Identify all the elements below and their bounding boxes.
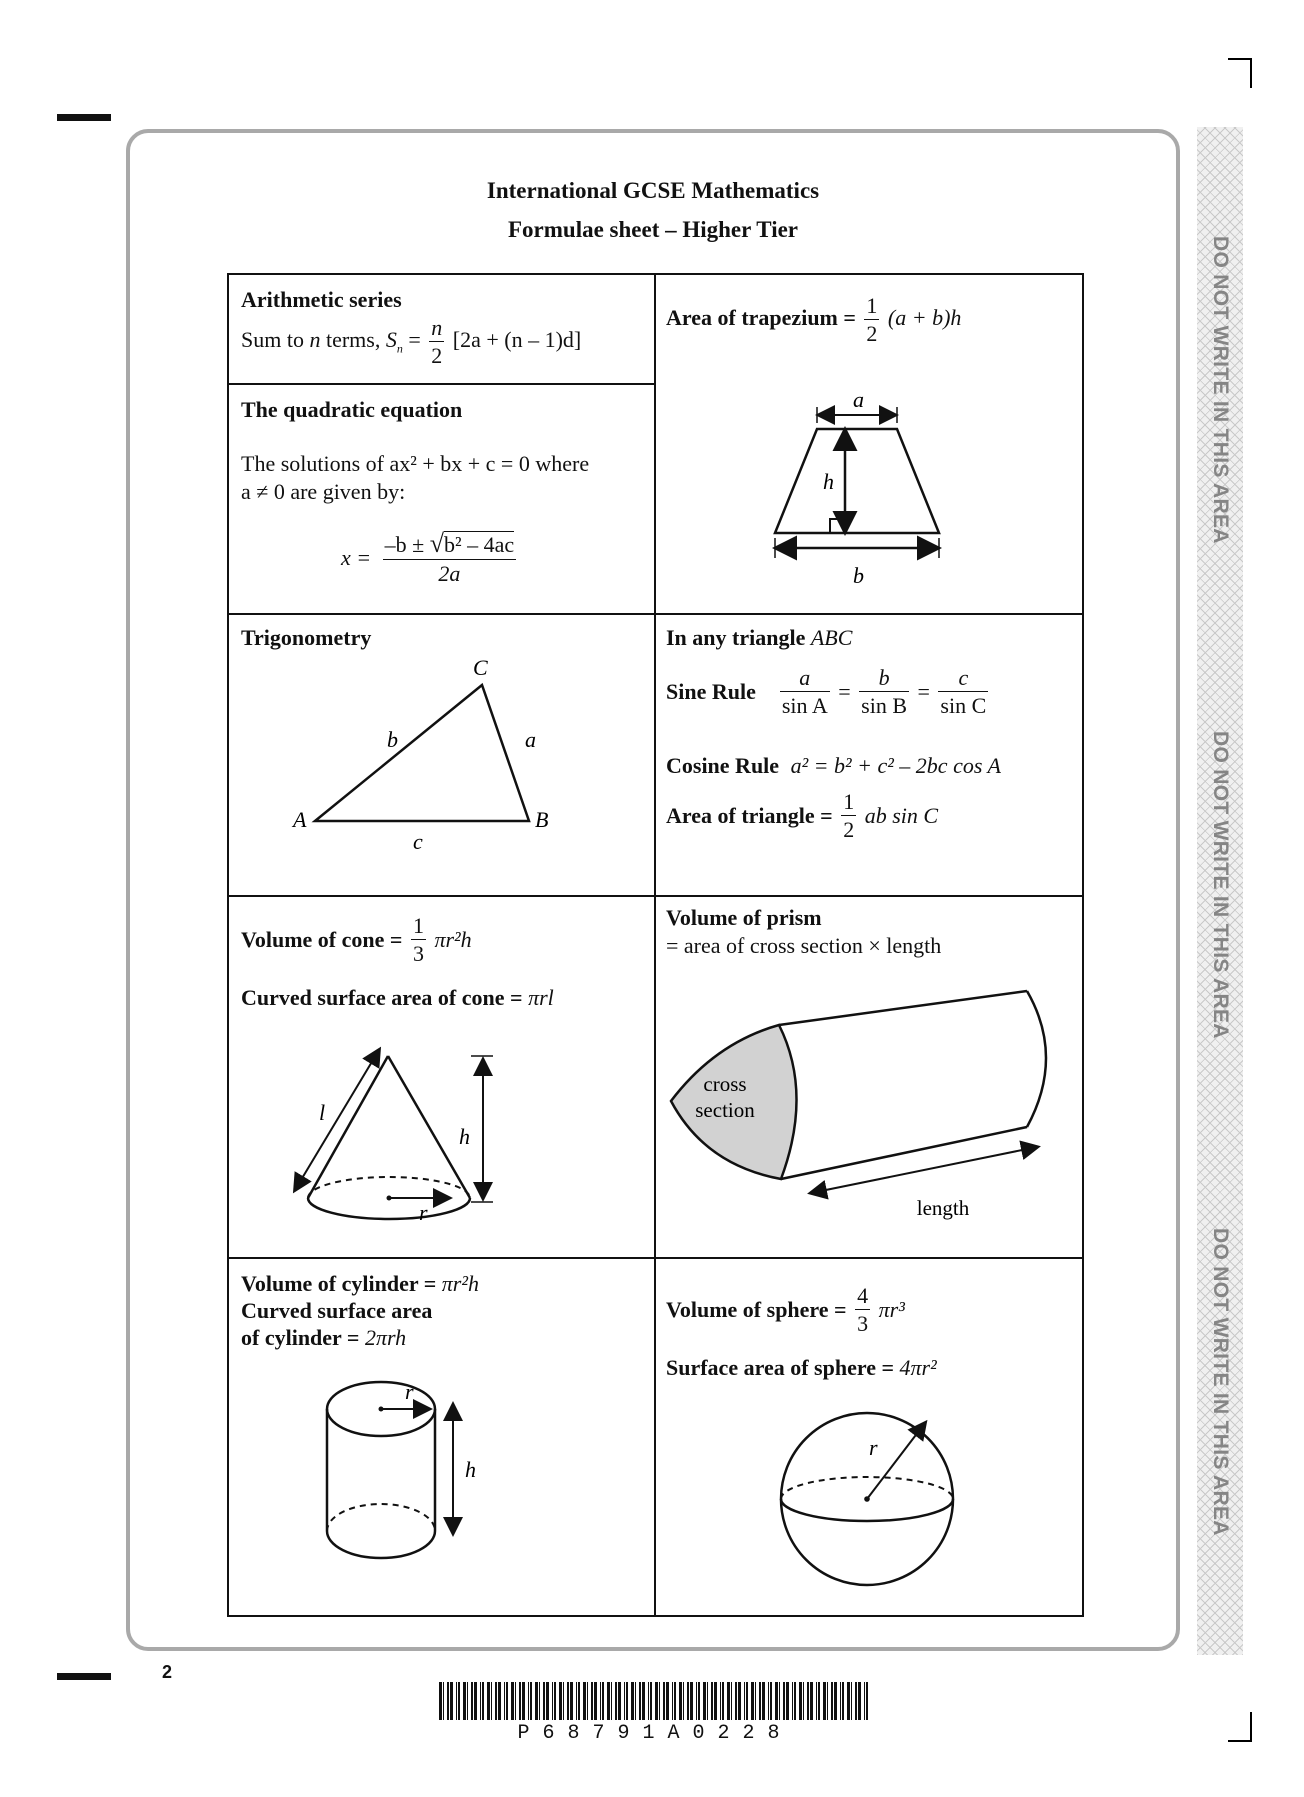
barcode-stripe <box>447 1682 449 1720</box>
prism-length-arrow <box>811 1147 1037 1193</box>
barcode-stripe <box>847 1682 850 1720</box>
barcode-stripe <box>642 1682 645 1720</box>
grid-hline-3 <box>229 895 1082 897</box>
sphere-equator-back <box>781 1477 953 1499</box>
n-over-2: $\frac{n}{2}$ <box>431 315 443 368</box>
barcode-stripe <box>755 1682 756 1720</box>
barcode-stripe <box>674 1682 676 1720</box>
barcode-stripe <box>714 1682 717 1720</box>
prism-cross-label-2: section <box>695 1098 755 1122</box>
barcode-stripe <box>803 1682 804 1720</box>
barcode-stripe <box>683 1682 684 1720</box>
barcode-stripe <box>615 1682 617 1720</box>
barcode-stripe <box>559 1682 562 1720</box>
barcode-stripe <box>744 1682 745 1720</box>
trigonometry-title: Trigonometry <box>241 625 372 650</box>
crop-mark-top-right-h <box>1228 58 1252 60</box>
barcode-stripe <box>672 1682 673 1720</box>
barcode-stripe <box>807 1682 809 1720</box>
barcode-stripe <box>786 1682 789 1720</box>
barcode-stripe <box>703 1682 706 1720</box>
cosine-rule: Cosine Rule a² = b² + c² – 2bc cos A <box>666 753 1001 778</box>
margin-warning-1: DO NOT WRITE IN THIS AREA <box>1209 236 1232 544</box>
barcode-stripe <box>687 1682 689 1720</box>
barcode-stripe <box>738 1682 741 1720</box>
barcode-stripe <box>842 1682 844 1720</box>
barcode-stripe <box>570 1682 573 1720</box>
n-var: n <box>309 327 321 353</box>
cone-side-left <box>308 1056 388 1198</box>
prism-far-face <box>1027 991 1046 1127</box>
barcode-stripe <box>727 1682 730 1720</box>
triangle-abc-shape <box>315 685 529 821</box>
barcode-stripe <box>491 1682 492 1720</box>
terms-label: terms, <box>325 327 381 353</box>
prism-bottom-edge <box>781 1127 1027 1179</box>
barcode-stripe <box>594 1682 597 1720</box>
equals-sign: = <box>408 327 421 353</box>
barcode-stripe <box>816 1682 817 1720</box>
barcode-stripe <box>578 1682 580 1720</box>
barcode-stripe <box>495 1682 497 1720</box>
barcode-stripe <box>751 1682 754 1720</box>
sphere-equator-front <box>781 1499 953 1521</box>
side-c-label: c <box>413 829 423 854</box>
cylinder-base-back <box>327 1504 435 1531</box>
prism-title: Volume of prism <box>666 905 822 930</box>
barcode-stripe <box>498 1682 501 1720</box>
barcode-stripe <box>480 1682 481 1720</box>
barcode-stripe <box>463 1682 466 1720</box>
barcode-stripe <box>779 1682 780 1720</box>
grid-hline-2 <box>229 613 1082 615</box>
quadratic-line1: The solutions of ax² + bx + c = 0 where <box>241 451 590 476</box>
barcode-stripe <box>528 1682 529 1720</box>
cylinder-curved-line1: Curved surface area <box>241 1298 433 1323</box>
cylinder-label-r: r <box>405 1379 414 1404</box>
barcode-stripe <box>639 1682 641 1720</box>
barcode-stripe <box>543 1682 545 1720</box>
barcode-stripe <box>511 1682 514 1720</box>
cone-curved-surface: Curved surface area of cone = πrl <box>241 985 554 1010</box>
vertex-a-label: A <box>293 807 307 832</box>
barcode-text: P68791A0228 <box>517 1722 793 1745</box>
barcode-stripe <box>443 1682 444 1720</box>
barcode-stripe <box>583 1682 586 1720</box>
cylinder-curved-line2: of cylinder = 2πrh <box>241 1325 407 1350</box>
barcode-stripe <box>696 1682 697 1720</box>
barcode-stripe <box>770 1682 772 1720</box>
crop-mark-bottom-right-v <box>1250 1712 1252 1742</box>
quadratic-title: The quadratic equation <box>241 397 463 422</box>
barcode-stripe <box>735 1682 737 1720</box>
barcode-stripe <box>858 1682 861 1720</box>
grid-vline-2 <box>654 613 656 1617</box>
grid-hline-1 <box>229 383 656 385</box>
cone-volume: Volume of cone = $\frac{1}{3}$ πr²h <box>241 913 472 966</box>
grid-hline-4 <box>229 1257 1082 1259</box>
barcode-stripe <box>611 1682 612 1720</box>
side-b-label: b <box>387 727 398 752</box>
barcode-stripe <box>607 1682 610 1720</box>
barcode-stripe <box>450 1682 453 1720</box>
quadratic-line2: a ≠ 0 are given by: <box>241 479 406 504</box>
barcode-stripe <box>474 1682 477 1720</box>
cone-slant-arrow <box>295 1050 379 1190</box>
barcode-stripe <box>731 1682 732 1720</box>
crop-mark-bottom-right-h <box>1228 1740 1252 1742</box>
arithmetic-series-title: Arithmetic series <box>241 287 402 312</box>
barcode-stripe <box>546 1682 549 1720</box>
barcode-stripe <box>567 1682 569 1720</box>
sine-rule: Sine Rule $\frac{a}{\text{sin A}}$ = $\frac{b}{\text{sin B}}$ = $\frac{c}{\text{sin C}}$ <box>666 665 987 718</box>
cone-label-r: r <box>419 1200 428 1225</box>
barcode-stripe <box>834 1682 837 1720</box>
trapezium-diagram <box>739 393 979 593</box>
barcode-stripe <box>506 1682 508 1720</box>
cone-label-l: l <box>319 1100 326 1125</box>
barcode-stripe <box>576 1682 577 1720</box>
barcode-stripe <box>439 1682 442 1720</box>
barcode-stripe <box>650 1682 652 1720</box>
barcode-stripe <box>659 1682 660 1720</box>
barcode-stripe <box>720 1682 721 1720</box>
barcode-stripe <box>851 1682 852 1720</box>
barcode-stripe <box>711 1682 713 1720</box>
sum-prefix: Sum to <box>241 327 304 353</box>
barcode-stripe <box>707 1682 708 1720</box>
barcode-stripe <box>504 1682 505 1720</box>
header-subtitle: Formulae sheet – Higher Tier <box>507 217 798 242</box>
page-number: 2 <box>162 1662 173 1682</box>
registration-bar-top <box>57 114 111 121</box>
barcode-stripe <box>698 1682 700 1720</box>
barcode-stripe <box>866 1682 868 1720</box>
barcode-stripe <box>618 1682 621 1720</box>
barcode-stripe <box>818 1682 820 1720</box>
barcode-stripe <box>635 1682 636 1720</box>
barcode-stripe <box>591 1682 593 1720</box>
barcode-stripe <box>530 1682 532 1720</box>
grid-vline-1 <box>654 275 656 615</box>
trapezium-label-h: h <box>823 469 834 494</box>
s-var: S <box>385 327 397 353</box>
barcode-stripe <box>840 1682 841 1720</box>
barcode-stripe <box>722 1682 724 1720</box>
area-of-triangle: Area of triangle = $\frac{1}{2}$ ab sin C <box>666 789 939 842</box>
barcode-stripe <box>663 1682 665 1720</box>
cone-label-h: h <box>459 1124 470 1149</box>
barcode-stripe <box>799 1682 802 1720</box>
prism-subtitle: = area of cross section × length <box>666 933 942 958</box>
arithmetic-series-formula <box>241 317 581 367</box>
bracket-expr: [2a + (n – 1)d] <box>452 327 582 353</box>
trapezium-shape <box>775 429 939 533</box>
barcode-stripe <box>864 1682 865 1720</box>
barcode-stripe <box>602 1682 604 1720</box>
barcode-stripe <box>600 1682 601 1720</box>
barcode-stripe <box>746 1682 748 1720</box>
barcode-stripe <box>690 1682 693 1720</box>
prism-cross-label-1: cross <box>703 1072 747 1096</box>
barcode-stripe <box>522 1682 525 1720</box>
vertex-b-label: B <box>535 807 549 832</box>
barcode-stripe <box>775 1682 778 1720</box>
cone-side-right <box>388 1056 470 1198</box>
barcode-stripe <box>563 1682 564 1720</box>
barcode-stripe <box>482 1682 484 1720</box>
cone-base-front <box>308 1198 470 1219</box>
barcode-stripe <box>535 1682 538 1720</box>
barcode-stripe <box>467 1682 468 1720</box>
prism-length-label: length <box>916 1196 970 1220</box>
sphere-diagram <box>769 1395 989 1595</box>
sphere-surface-area: Surface area of sphere = 4πr² <box>666 1355 937 1380</box>
barcode-stripe <box>827 1682 828 1720</box>
vertex-c-label: C <box>473 655 488 680</box>
prism-top-edge <box>779 991 1027 1025</box>
barcode-stripe <box>624 1682 625 1720</box>
barcode-stripe <box>783 1682 785 1720</box>
barcode-stripe <box>759 1682 761 1720</box>
prism-diagram <box>659 975 1079 1255</box>
barcode-stripe <box>626 1682 628 1720</box>
cylinder-diagram <box>319 1365 539 1605</box>
registration-bar-bottom <box>57 1673 111 1680</box>
triangle-rules-title: In any triangle ABC <box>666 625 853 650</box>
barcode-stripe <box>648 1682 649 1720</box>
trapezium-label-b: b <box>853 563 864 588</box>
barcode-stripe <box>855 1682 857 1720</box>
barcode-stripe <box>456 1682 457 1720</box>
cylinder-label-h: h <box>465 1457 476 1482</box>
barcode-stripe <box>552 1682 553 1720</box>
barcode-stripe <box>554 1682 556 1720</box>
barcode-stripe <box>794 1682 796 1720</box>
cone-base-back <box>308 1177 470 1198</box>
header-title: International GCSE Mathematics <box>486 178 820 203</box>
sphere-label-r: r <box>869 1435 878 1460</box>
barcode-stripe <box>831 1682 833 1720</box>
formulae-table <box>227 273 1084 1617</box>
side-a-label: a <box>525 727 536 752</box>
barcode-stripe <box>792 1682 793 1720</box>
barcode-stripe <box>471 1682 473 1720</box>
barcode-stripe <box>458 1682 460 1720</box>
sphere-volume: Volume of sphere = $\frac{4}{3}$ πr³ <box>666 1283 905 1336</box>
margin-warning-3: DO NOT WRITE IN THIS AREA <box>1209 1228 1232 1536</box>
barcode-stripe <box>762 1682 765 1720</box>
cone-diagram <box>289 1020 589 1250</box>
barcode-stripe <box>487 1682 490 1720</box>
trapezium-formula: Area of trapezium = $\frac{1}{2}$ (a + b)h <box>666 293 962 346</box>
s-subscript: n <box>396 341 403 356</box>
barcode-stripe <box>515 1682 516 1720</box>
barcode-stripe <box>631 1682 634 1720</box>
quadratic-formula: x = $\frac{\text{–b ± √b² – 4ac}}{2a}$ <box>341 529 515 586</box>
cylinder-volume: Volume of cylinder = πr²h <box>241 1271 479 1296</box>
barcode-stripe <box>655 1682 658 1720</box>
barcode-stripe <box>587 1682 588 1720</box>
margin-warning-2: DO NOT WRITE IN THIS AREA <box>1209 731 1232 1039</box>
barcode-stripe <box>539 1682 540 1720</box>
barcode-stripe <box>768 1682 769 1720</box>
barcode-stripe <box>519 1682 521 1720</box>
crop-mark-top-right-v <box>1250 58 1252 88</box>
trigonometry-triangle-diagram <box>289 655 589 875</box>
cylinder-base-front <box>327 1531 435 1558</box>
barcode-stripe <box>679 1682 682 1720</box>
barcode-stripe <box>823 1682 826 1720</box>
barcode-stripe <box>810 1682 813 1720</box>
barcode-stripe <box>666 1682 669 1720</box>
trapezium-label-a: a <box>853 393 864 412</box>
barcode <box>439 1682 871 1724</box>
